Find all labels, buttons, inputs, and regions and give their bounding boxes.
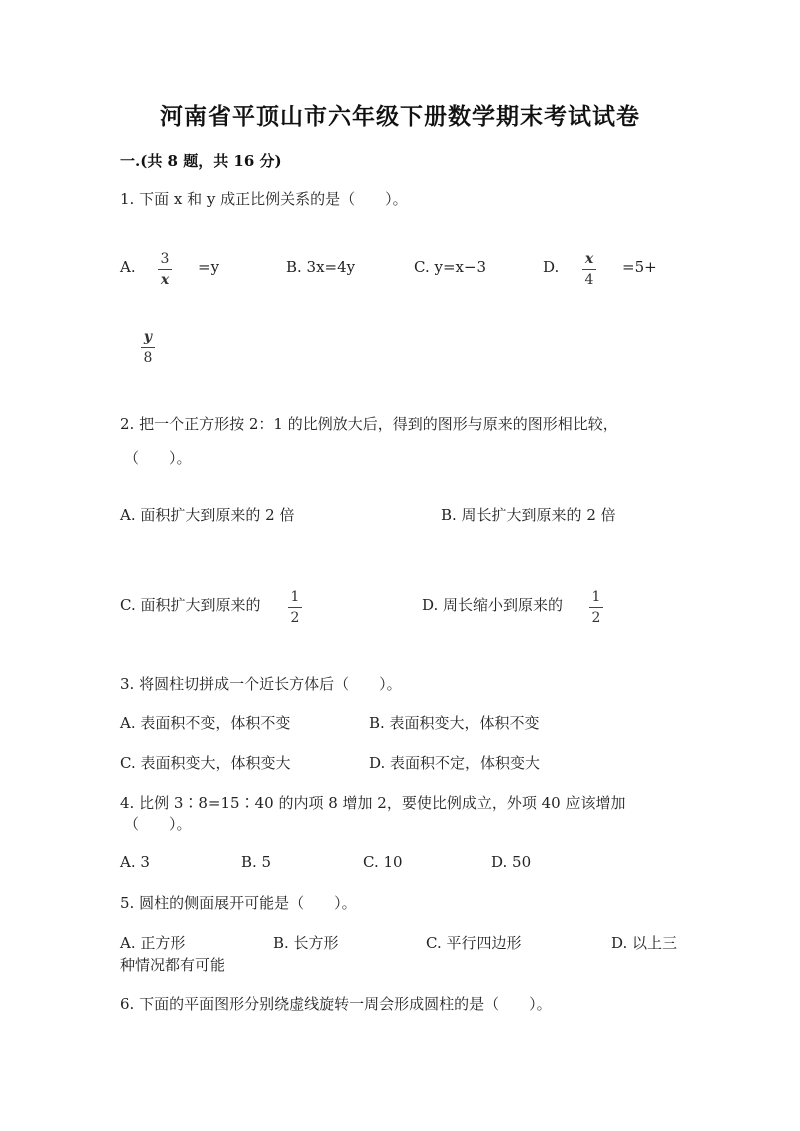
q1-option-d-suffix: =5+ bbox=[622, 258, 657, 276]
q2-option-c: C. 面积扩大到原来的 bbox=[120, 596, 261, 614]
fraction-bar bbox=[141, 347, 155, 348]
page-title: 河南省平顶山市六年级下册数学期末考试试卷 bbox=[160, 103, 640, 130]
q1-option-a-label: A. bbox=[120, 258, 136, 276]
q2-option-a: A. 面积扩大到原来的 2 倍 bbox=[120, 506, 295, 524]
q5-option-a: A. 正方形 bbox=[120, 934, 186, 952]
q1-option-a-suffix: =y bbox=[198, 258, 220, 276]
question-4-stem-cont: （ ）。 bbox=[124, 815, 192, 833]
fraction-numerator: 3 bbox=[160, 251, 170, 267]
q5-option-b: B. 长方形 bbox=[273, 934, 339, 952]
q3-option-a: A. 表面积不变，体积不变 bbox=[120, 714, 291, 732]
fraction-numerator: 1 bbox=[591, 589, 601, 605]
q1-option-b: B. 3x=4y bbox=[286, 258, 356, 276]
question-3-stem: 3. 将圆柱切拼成一个近长方体后（ ）。 bbox=[120, 675, 402, 693]
q4-option-a: A. 3 bbox=[120, 853, 150, 871]
fraction-numerator: x bbox=[584, 251, 594, 267]
q4-option-b: B. 5 bbox=[241, 853, 272, 871]
question-4-stem: 4. 比例 3∶8=15∶40 的内项 8 增加 2，要使比例成立，外项 40 应该增加 bbox=[120, 794, 626, 812]
q2-option-b: B. 周长扩大到原来的 2 倍 bbox=[441, 506, 616, 524]
q2-option-c-fraction bbox=[288, 590, 302, 625]
q5-option-c: C. 平行四边形 bbox=[426, 934, 522, 952]
fraction-denominator: 2 bbox=[591, 610, 601, 626]
fraction-bar bbox=[589, 607, 603, 608]
fraction-numerator: 1 bbox=[290, 589, 300, 605]
q4-option-d: D. 50 bbox=[491, 853, 532, 871]
q5-option-d: D. 以上三 bbox=[611, 934, 678, 952]
q2-option-d: D. 周长缩小到原来的 bbox=[422, 596, 564, 614]
question-6-stem: 6. 下面的平面图形分别绕虚线旋转一周会形成圆柱的是（ ）。 bbox=[120, 995, 552, 1013]
fraction-numerator: y bbox=[143, 329, 153, 345]
q1-option-a-fraction bbox=[158, 252, 172, 287]
fraction-bar bbox=[582, 269, 596, 270]
fraction-bar bbox=[288, 607, 302, 608]
q1-option-c: C. y=x−3 bbox=[414, 258, 487, 276]
fraction-bar bbox=[158, 269, 172, 270]
q4-option-c: C. 10 bbox=[363, 853, 403, 871]
question-1-stem: 1. 下面 x 和 y 成正比例关系的是（ ）。 bbox=[120, 190, 408, 208]
question-2-stem: 2. 把一个正方形按 2：1 的比例放大后，得到的图形与原来的图形相比较， bbox=[120, 415, 618, 433]
q3-option-b: B. 表面积变大，体积不变 bbox=[369, 714, 540, 732]
fraction-denominator: 4 bbox=[584, 272, 594, 288]
section-heading: 一.(共 8 题，共 16 分) bbox=[120, 152, 282, 170]
question-2-stem-cont: （ ）。 bbox=[124, 449, 192, 467]
q1-option-d-fraction-2 bbox=[141, 330, 155, 365]
q3-option-d: D. 表面积不定，体积变大 bbox=[369, 754, 541, 772]
fraction-denominator: 2 bbox=[290, 610, 300, 626]
question-5-stem: 5. 圆柱的侧面展开可能是（ ）。 bbox=[120, 894, 357, 912]
q1-option-d-label: D. bbox=[543, 258, 560, 276]
fraction-denominator: x bbox=[160, 272, 170, 288]
fraction-denominator: 8 bbox=[143, 350, 153, 366]
q5-option-d-cont: 种情况都有可能 bbox=[120, 956, 226, 974]
q1-option-d-fraction bbox=[582, 252, 596, 287]
q2-option-d-fraction bbox=[589, 590, 603, 625]
q3-option-c: C. 表面积变大，体积变大 bbox=[120, 754, 291, 772]
